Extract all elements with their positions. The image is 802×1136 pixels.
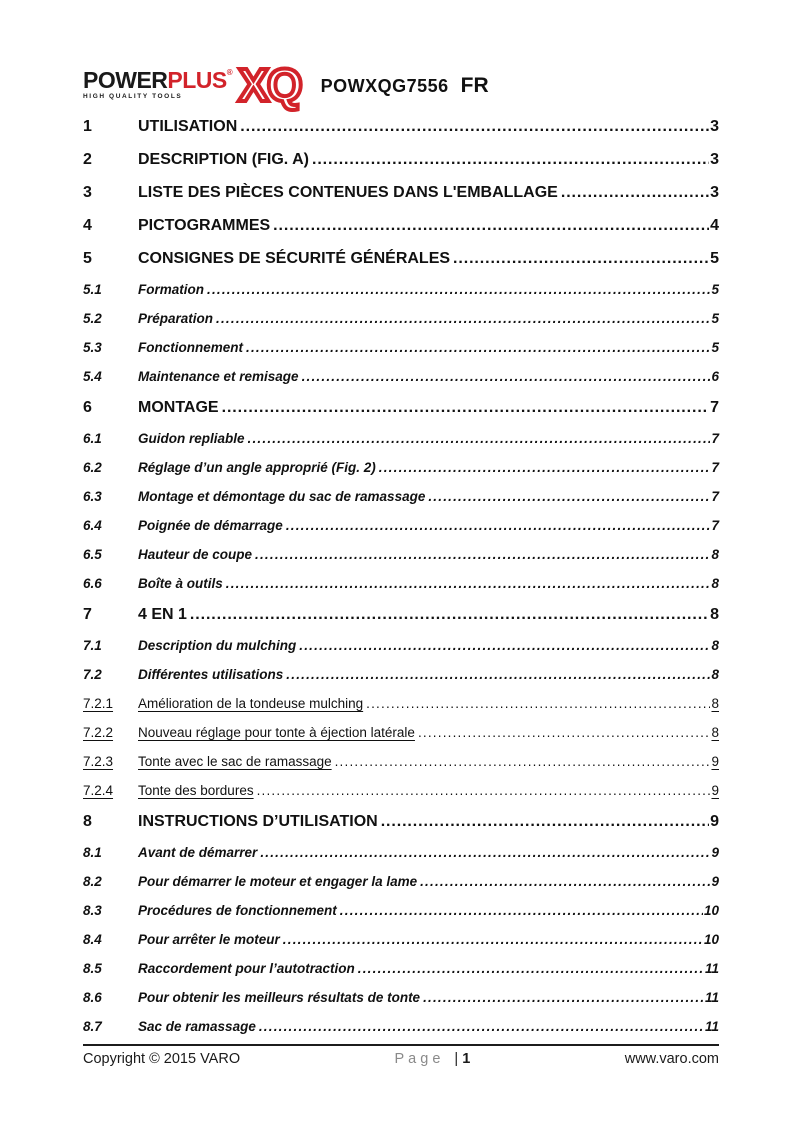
toc-leader-dots — [286, 519, 711, 533]
toc-entry[interactable] — [83, 726, 719, 740]
toc-entry-number: 5 — [83, 250, 92, 267]
footer-copyright: Copyright © 2015 VARO — [83, 1051, 241, 1067]
toc-entry-number: 8.1 — [83, 845, 102, 860]
toc-entry[interactable] — [83, 432, 719, 446]
toc-entry[interactable] — [83, 962, 719, 976]
toc-entry-title: Procédures de fonctionnement — [138, 903, 337, 918]
toc-entry[interactable] — [83, 312, 719, 326]
toc-entry-title: Préparation — [138, 311, 214, 326]
footer-page-number: 1 — [462, 1051, 471, 1067]
toc-entry[interactable] — [83, 490, 719, 504]
toc-entry[interactable] — [83, 250, 719, 267]
toc-entry-page: 8 — [711, 547, 719, 562]
toc-leader-dots — [453, 250, 709, 267]
toc-entry-number: 6.1 — [83, 431, 102, 446]
toc-leader-dots — [248, 432, 711, 446]
toc-entry[interactable] — [83, 755, 719, 769]
toc-leader-dots — [420, 875, 710, 889]
logo-tagline: HIGH QUALITY TOOLS — [83, 93, 183, 100]
toc-leader-dots — [286, 668, 710, 682]
page-footer — [83, 1044, 719, 1067]
toc-leader-dots — [366, 697, 710, 711]
toc-entry-page: 7 — [711, 518, 719, 533]
toc-entry-page: 5 — [711, 340, 719, 355]
toc-entry-number: 8.6 — [83, 990, 102, 1005]
toc-entry-page: 8 — [711, 576, 719, 591]
toc-entry-page: 10 — [703, 903, 719, 918]
logo-xq-text: XQ — [238, 58, 301, 111]
toc-entry-title: Hauteur de coupe — [138, 547, 253, 562]
toc-entry[interactable] — [83, 813, 719, 830]
toc-entry[interactable] — [83, 784, 719, 798]
toc-entry-title: Raccordement pour l’autotraction — [138, 961, 355, 976]
toc-entry-page: 4 — [710, 217, 719, 234]
toc-entry-number: 6.3 — [83, 489, 102, 504]
document-header — [83, 56, 719, 111]
toc-leader-dots — [259, 1020, 704, 1034]
language-code: FR — [460, 74, 489, 97]
toc-entry[interactable] — [83, 548, 719, 562]
toc-entry-number: 3 — [83, 184, 92, 201]
toc-entry-number: 8.5 — [83, 961, 102, 976]
toc-entry-number: 5.4 — [83, 369, 102, 384]
toc — [83, 118, 719, 1034]
toc-entry-number: 8.3 — [83, 903, 102, 918]
toc-entry-title: Guidon repliable — [138, 431, 245, 446]
toc-entry-title: MONTAGE — [138, 399, 219, 416]
toc-entry-page: 8 — [711, 696, 719, 711]
toc-entry-number: 5.1 — [83, 282, 102, 297]
footer-page-separator: | — [454, 1051, 459, 1067]
toc-entry[interactable] — [83, 697, 719, 711]
logo-wordmark — [83, 69, 232, 106]
toc-entry-title: Poignée de démarrage — [138, 518, 283, 533]
toc-entry-number: 7.2.4 — [83, 783, 114, 798]
toc-entry-page: 7 — [711, 460, 719, 475]
toc-entry-number: 8.7 — [83, 1019, 102, 1034]
toc-entry-number: 7 — [83, 606, 92, 623]
toc-entry[interactable] — [83, 875, 719, 889]
toc-entry-page: 6 — [711, 369, 719, 384]
toc-entry-title: Sac de ramassage — [138, 1019, 256, 1034]
toc-leader-dots — [240, 118, 709, 135]
toc-entry-title: LISTE DES PIÈCES CONTENUES DANS L'EMBALLAGE — [138, 184, 558, 201]
toc-entry-title: DESCRIPTION (FIG. A) — [138, 151, 309, 168]
toc-entry[interactable] — [83, 846, 719, 860]
toc-entry-title: Pour obtenir les meilleurs résultats de tonte — [138, 990, 421, 1005]
logo-power-text: POWER — [83, 67, 168, 93]
toc-entry-title: Pour démarrer le moteur et engager la lame — [138, 874, 418, 889]
toc-entry[interactable] — [83, 577, 719, 591]
toc-leader-dots — [358, 962, 704, 976]
toc-entry-title: Pour arrêter le moteur — [138, 932, 280, 947]
toc-entry-title: Avant de démarrer — [138, 845, 258, 860]
footer-page-indicator — [395, 1051, 471, 1067]
toc-entry[interactable] — [83, 370, 719, 384]
toc-leader-dots — [283, 933, 703, 947]
logo-trademark-icon: ® — [226, 68, 233, 77]
toc-leader-dots — [222, 399, 710, 416]
toc-entry-number: 2 — [83, 151, 92, 168]
toc-entry-title: CONSIGNES DE SÉCURITÉ GÉNÉRALES — [138, 250, 451, 267]
toc-entry[interactable] — [83, 904, 719, 918]
toc-entry[interactable] — [83, 606, 719, 623]
toc-entry-page: 3 — [710, 151, 719, 168]
toc-entry-page: 11 — [704, 961, 719, 976]
toc-leader-dots — [257, 784, 711, 798]
toc-entry-title: UTILISATION — [138, 118, 238, 135]
toc-entry-page: 8 — [711, 638, 719, 653]
toc-entry-page: 8 — [711, 725, 719, 740]
toc-entry-page: 10 — [703, 932, 719, 947]
toc-entry-number: 6.4 — [83, 518, 102, 533]
toc-leader-dots — [561, 184, 709, 201]
toc-entry-title: Tonte avec le sac de ramassage — [138, 754, 332, 769]
toc-leader-dots — [273, 217, 709, 234]
toc-entry[interactable] — [83, 399, 719, 416]
toc-leader-dots — [246, 341, 710, 355]
toc-entry[interactable] — [83, 341, 719, 355]
toc-entry-page: 7 — [711, 431, 719, 446]
toc-entry[interactable] — [83, 639, 719, 653]
toc-entry-page: 11 — [704, 1019, 719, 1034]
toc-entry-number: 7.2 — [83, 667, 102, 682]
toc-entry-page: 5 — [710, 250, 719, 267]
toc-leader-dots — [312, 151, 709, 168]
toc-entry[interactable] — [83, 461, 719, 475]
toc-entry-number: 7.2.2 — [83, 725, 114, 740]
toc-entry-page: 8 — [711, 667, 719, 682]
toc-entry-title: INSTRUCTIONS D’UTILISATION — [138, 813, 378, 830]
toc-entry[interactable] — [83, 217, 719, 234]
toc-entry-page: 11 — [704, 990, 719, 1005]
toc-entry-number: 5.2 — [83, 311, 102, 326]
toc-entry-number: 7.2.3 — [83, 754, 114, 769]
toc-entry-title: Montage et démontage du sac de ramassage — [138, 489, 426, 504]
toc-entry-number: 8 — [83, 813, 92, 830]
toc-entry-page: 9 — [710, 813, 719, 830]
toc-entry-number: 8.4 — [83, 932, 102, 947]
toc-leader-dots — [379, 461, 711, 475]
toc-entry-title: Amélioration de la tondeuse mulching — [138, 696, 364, 711]
toc-entry-title: Description du mulching — [138, 638, 297, 653]
toc-leader-dots — [428, 490, 710, 504]
toc-entry-page: 5 — [711, 282, 719, 297]
toc-entry[interactable] — [83, 668, 719, 682]
toc-entry-number: 6.5 — [83, 547, 102, 562]
toc-entry-page: 9 — [711, 845, 719, 860]
toc-leader-dots — [226, 577, 711, 591]
toc-entry-page: 7 — [711, 489, 719, 504]
toc-entry-title: Maintenance et remisage — [138, 369, 299, 384]
model-number: POWXQG7556 — [320, 76, 449, 96]
toc-leader-dots — [299, 639, 710, 653]
toc-entry[interactable] — [83, 118, 719, 135]
toc-entry-number: 8.2 — [83, 874, 102, 889]
toc-entry-page: 8 — [710, 606, 719, 623]
toc-leader-dots — [381, 813, 709, 830]
toc-entry-number: 7.1 — [83, 638, 102, 653]
toc-entry-number: 1 — [83, 118, 92, 135]
toc-entry-number: 6.6 — [83, 576, 102, 591]
toc-entry-title: PICTOGRAMMES — [138, 217, 271, 234]
toc-leader-dots — [255, 548, 710, 562]
toc-entry-number: 5.3 — [83, 340, 102, 355]
toc-entry-page: 5 — [711, 311, 719, 326]
toc-entry-title: 4 EN 1 — [138, 606, 187, 623]
toc-entry-page: 9 — [711, 754, 719, 769]
toc-entry[interactable] — [83, 283, 719, 297]
toc-entry[interactable] — [83, 151, 719, 168]
toc-leader-dots — [207, 283, 710, 297]
logo-plus-text: PLUS — [167, 67, 227, 93]
toc-entry-page: 7 — [710, 399, 719, 416]
toc-entry-title: Fonctionnement — [138, 340, 243, 355]
toc-entry-number: 6.2 — [83, 460, 102, 475]
powerplus-logo — [83, 58, 301, 111]
toc-leader-dots — [302, 370, 711, 384]
toc-entry-page: 3 — [710, 184, 719, 201]
footer-website-link[interactable]: www.varo.com — [624, 1051, 719, 1067]
toc-entry-number: 6 — [83, 399, 92, 416]
toc-entry[interactable] — [83, 933, 719, 947]
toc-leader-dots — [190, 606, 709, 623]
toc-entry-page: 9 — [711, 874, 719, 889]
toc-entry-page: 3 — [710, 118, 719, 135]
toc-entry-title: Formation — [138, 282, 204, 297]
toc-leader-dots — [340, 904, 703, 918]
toc-entry-title: Tonte des bordures — [138, 783, 254, 798]
toc-leader-dots — [423, 991, 704, 1005]
toc-entry[interactable] — [83, 991, 719, 1005]
document-title — [321, 74, 489, 106]
toc-entry-title: Réglage d’un angle approprié (Fig. 2) — [138, 460, 376, 475]
toc-leader-dots — [335, 755, 711, 769]
toc-entry[interactable] — [83, 184, 719, 201]
toc-entry[interactable] — [83, 1020, 719, 1034]
toc-entry-title: Boîte à outils — [138, 576, 223, 591]
toc-entry[interactable] — [83, 519, 719, 533]
toc-leader-dots — [260, 846, 710, 860]
toc-entry-number: 4 — [83, 217, 92, 234]
toc-leader-dots — [216, 312, 710, 326]
footer-page-word: Page — [394, 1051, 445, 1067]
toc-leader-dots — [418, 726, 711, 740]
toc-entry-title: Différentes utilisations — [138, 667, 284, 682]
toc-entry-number: 7.2.1 — [83, 696, 114, 711]
toc-entry-title: Nouveau réglage pour tonte à éjection latérale — [138, 725, 415, 740]
toc-entry-page: 9 — [711, 783, 719, 798]
